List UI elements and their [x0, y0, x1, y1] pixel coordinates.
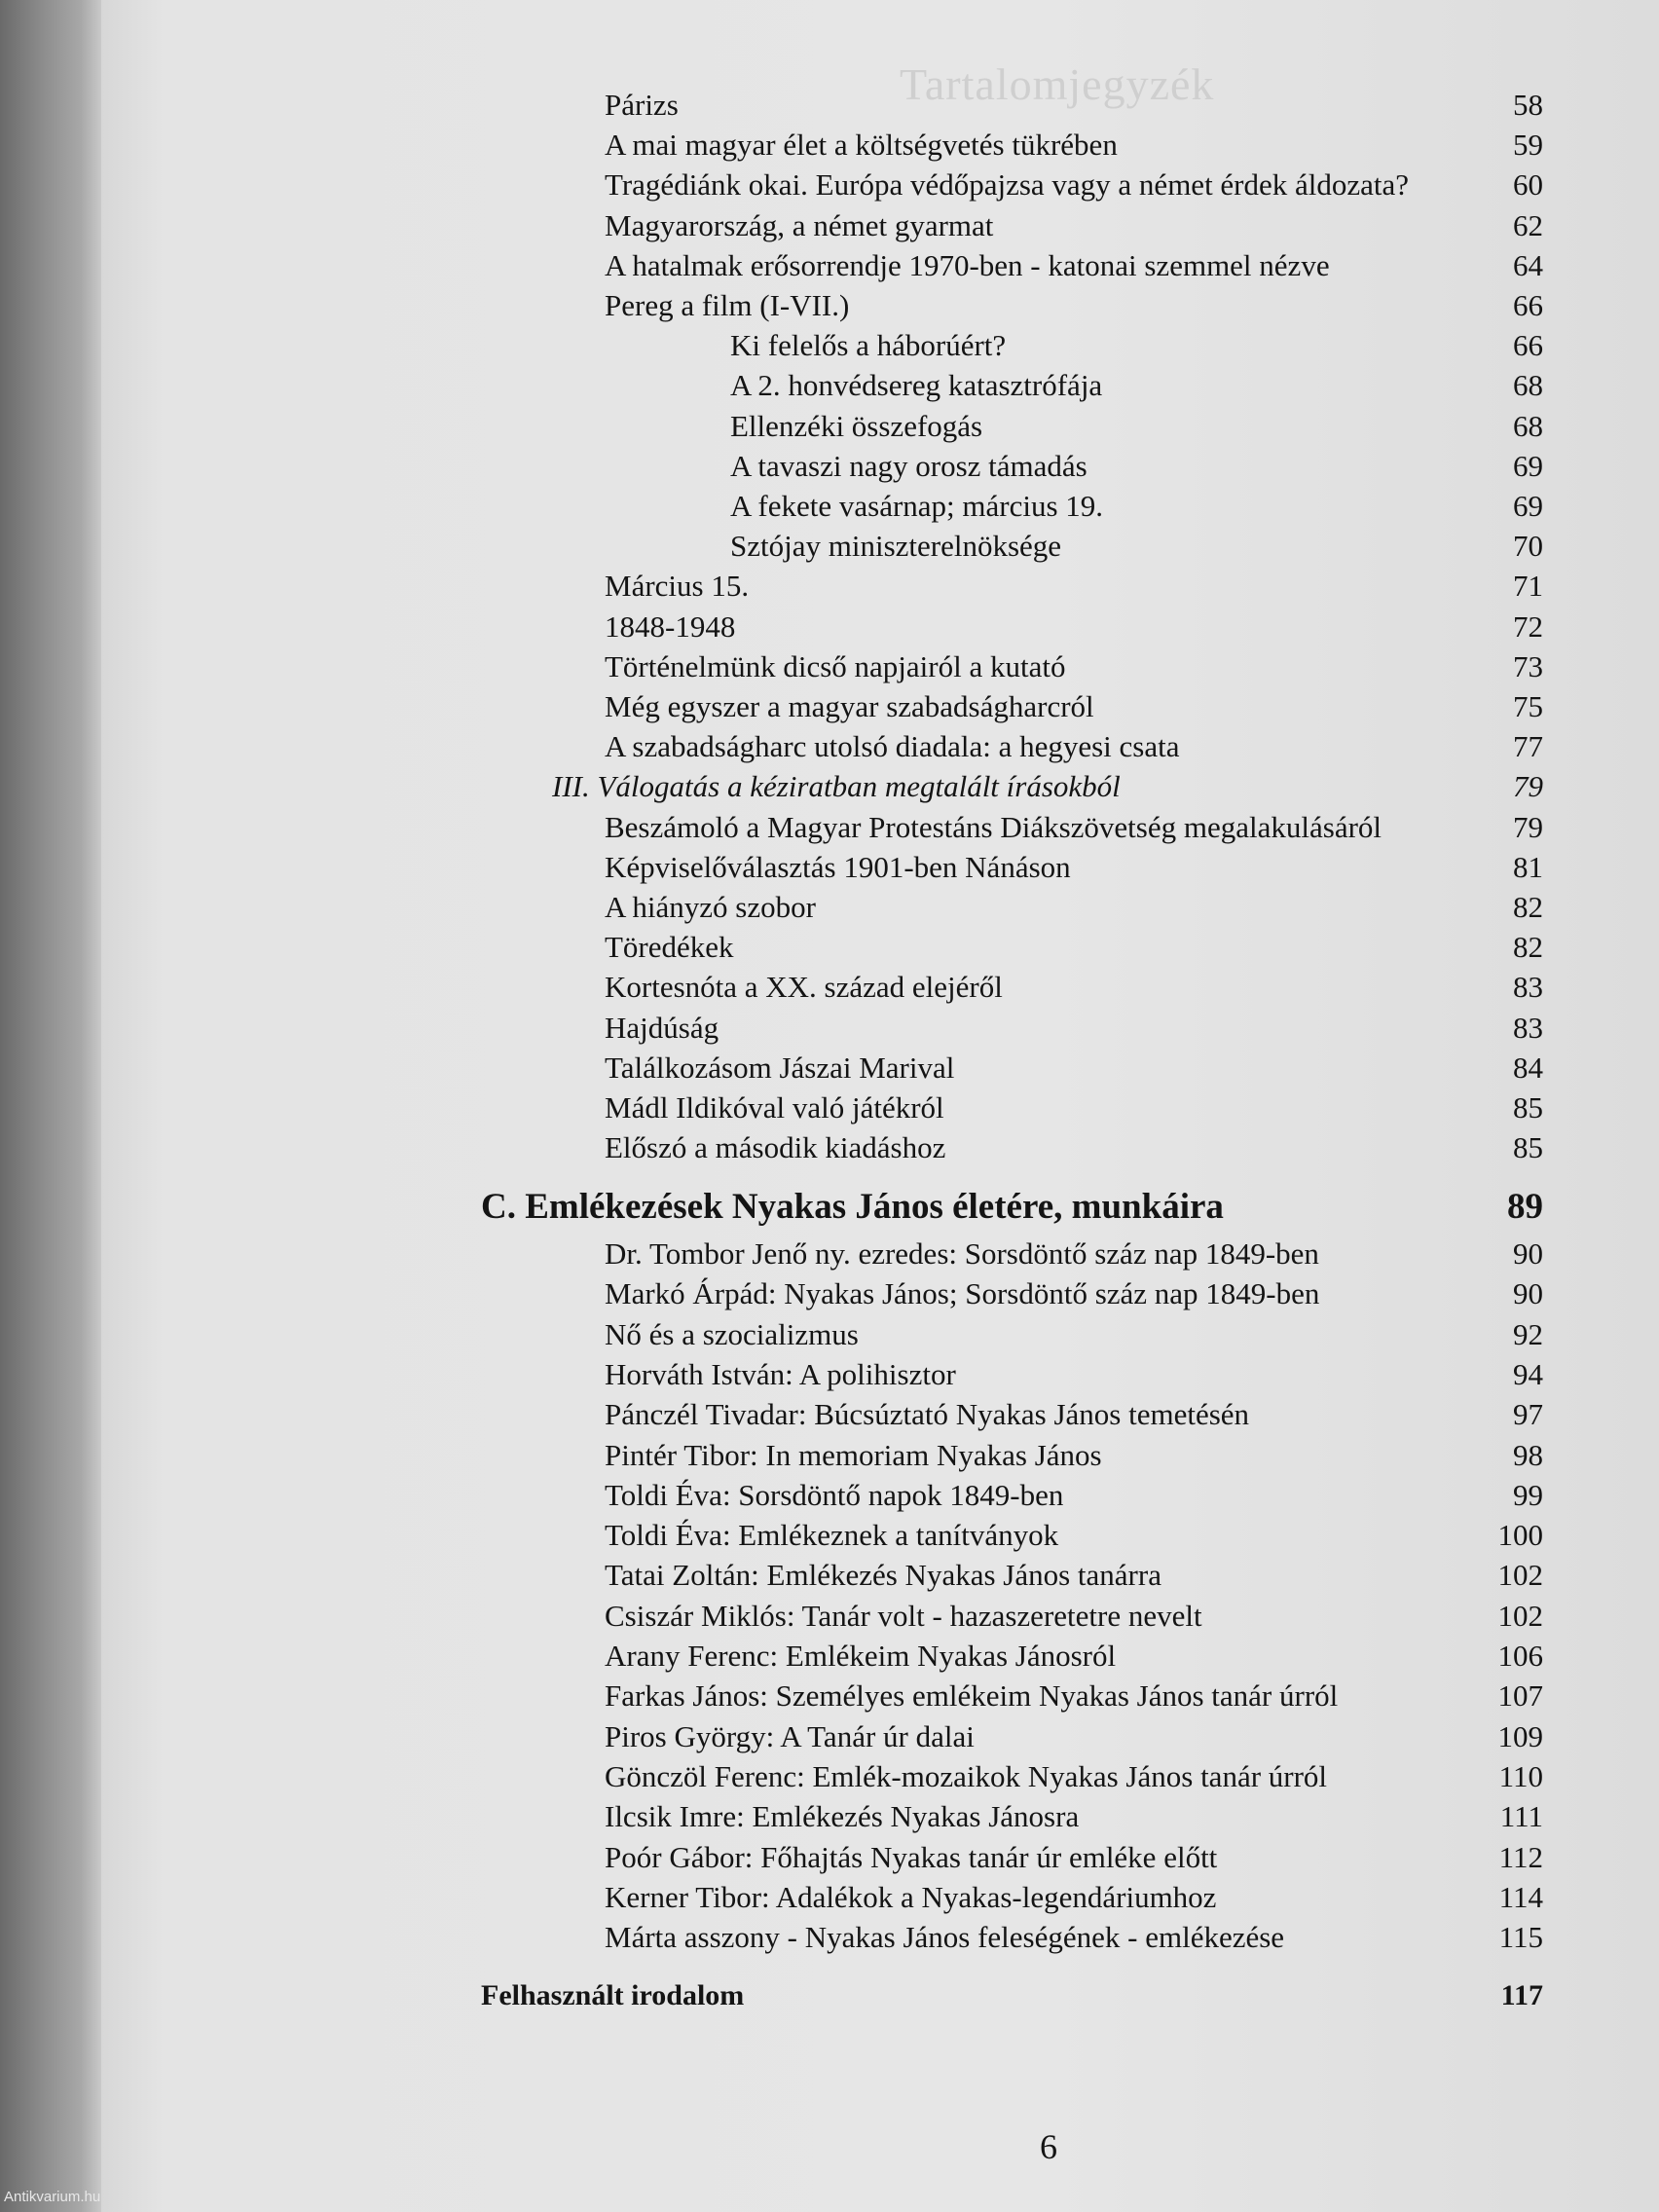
toc-entry-page: 111	[1499, 1799, 1543, 1834]
toc-entry-page: 102	[1497, 1598, 1543, 1633]
toc-entry	[101, 567, 1659, 606]
toc-entry-page: 106	[1497, 1639, 1543, 1673]
toc-entry-title: C. Emlékezések Nyakas János életére, munkáira	[481, 1187, 1224, 1227]
toc-entry	[101, 1395, 1659, 1434]
toc-entry-page: 72	[1513, 608, 1543, 644]
toc-entry-page: 107	[1497, 1678, 1543, 1714]
toc-entry-title: Farkas János: Személyes emlékeim Nyakas János tanár úrról	[605, 1678, 1339, 1714]
toc-entry-title: Magyarország, a német gyarmat	[605, 207, 994, 242]
toc-entry-page: 64	[1513, 247, 1543, 282]
toc-entry	[101, 1235, 1659, 1273]
toc-entry-page: 97	[1513, 1397, 1543, 1432]
toc-entry-page: 68	[1513, 368, 1543, 403]
toc-entry-title: Ki felelős a háborúért?	[730, 328, 1007, 363]
toc-entry-page: 81	[1513, 849, 1543, 884]
toc-entry	[101, 1355, 1659, 1394]
toc-entry-page: 94	[1513, 1356, 1543, 1391]
toc-entry-page: 75	[1513, 689, 1543, 723]
toc-entry-page: 66	[1513, 328, 1543, 363]
toc-entry	[101, 1049, 1659, 1088]
toc-entry-page: 73	[1513, 648, 1543, 683]
toc-entry-page: 90	[1513, 1236, 1543, 1271]
toc-entry-title: A tavaszi nagy orosz támadás	[730, 448, 1088, 483]
toc-entry-page: 89	[1507, 1187, 1543, 1227]
toc-entry	[101, 1717, 1659, 1756]
toc-entry-title: A 2. honvédsereg katasztrófája	[730, 368, 1103, 403]
toc-entry-page: 117	[1500, 1979, 1543, 2011]
toc-entry	[101, 1757, 1659, 1796]
toc-entry-title: Dr. Tombor Jenő ny. ezredes: Sorsdöntő száz nap 1849-ben	[605, 1236, 1319, 1271]
toc-entry	[101, 727, 1659, 766]
toc-entry	[101, 1838, 1659, 1877]
toc-entry-title: Poór Gábor: Főhajtás Nyakas tanár úr emléke előtt	[605, 1839, 1218, 1874]
toc-subentry	[101, 326, 1659, 365]
toc-entry	[101, 1878, 1659, 1917]
toc-entry	[101, 286, 1659, 325]
toc-entry	[101, 1516, 1659, 1555]
toc-entry	[101, 1918, 1659, 1957]
toc-entry	[101, 1315, 1659, 1354]
toc-entry	[101, 1637, 1659, 1676]
toc-entry-title: Pereg a film (I-VII.)	[605, 288, 850, 322]
toc-entry-page: 100	[1497, 1518, 1543, 1553]
toc-entry-title: Gönczöl Ferenc: Emlék-mozaikok Nyakas János tanár úrról	[605, 1758, 1328, 1793]
book-page	[101, 0, 1659, 2212]
toc-entry-title: Töredékek	[605, 930, 734, 965]
toc-entry-title: A hiányzó szobor	[605, 890, 816, 924]
toc-entry	[101, 1597, 1659, 1636]
toc-entry-page: 82	[1513, 930, 1543, 965]
toc-entry-title: Képviselőválasztás 1901-ben Nánáson	[605, 849, 1071, 884]
toc-entry-title: Horváth István: A polihisztor	[605, 1356, 956, 1391]
page-number: 6	[1040, 2127, 1057, 2166]
toc-entry	[101, 206, 1659, 245]
toc-entry-title: Kortesnóta a XX. század elejéről	[605, 970, 1003, 1005]
toc-entry	[101, 928, 1659, 967]
toc-entry-title: Kerner Tibor: Adalékok a Nyakas-legendáriumhoz	[605, 1879, 1217, 1914]
toc-entry-title: Markó Árpád: Nyakas János; Sorsdöntő száz nap 1849-ben	[605, 1276, 1320, 1311]
toc-entry-page: 98	[1513, 1437, 1543, 1472]
toc-entry-title: Toldi Éva: Emlékeznek a tanítványok	[605, 1518, 1059, 1553]
toc-entry	[101, 687, 1659, 726]
toc-entry-title: Csiszár Miklós: Tanár volt - hazaszeretetre nevelt	[605, 1598, 1202, 1633]
toc-entry	[101, 1009, 1659, 1048]
toc-subentry	[101, 366, 1659, 405]
toc-entry-page: 77	[1513, 729, 1543, 764]
toc-entry-page: 69	[1513, 489, 1543, 523]
toc-part-heading	[101, 1184, 1659, 1231]
toc-entry-title: Párizs	[605, 88, 679, 122]
toc-entry-title: Ellenzéki összefogás	[730, 408, 983, 443]
toc-entry	[101, 1436, 1659, 1475]
toc-entry-page: 58	[1513, 88, 1543, 122]
toc-entry	[101, 968, 1659, 1007]
toc-entry	[101, 848, 1659, 887]
toc-entry-page: 102	[1497, 1558, 1543, 1593]
toc-entry	[101, 1556, 1659, 1595]
toc-entry-title: Toldi Éva: Sorsdöntő napok 1849-ben	[605, 1477, 1064, 1512]
toc-entry-title: Nő és a szocializmus	[605, 1316, 859, 1351]
book-spine-shadow	[0, 0, 101, 2212]
toc-entry	[101, 608, 1659, 646]
bleed-through-heading: Tartalomjegyzék	[900, 59, 1215, 109]
toc-entry	[101, 1476, 1659, 1515]
toc-entry-title: A mai magyar élet a költségvetés tükrében	[605, 128, 1118, 163]
toc-subentry	[101, 407, 1659, 446]
toc-entry	[101, 1088, 1659, 1127]
toc-entry-page: 69	[1513, 448, 1543, 483]
toc-entry-title: Márta asszony - Nyakas János feleségének - emlékezése	[605, 1920, 1285, 1955]
toc-entry-page: 114	[1498, 1879, 1543, 1914]
toc-entry-title: Piros György: A Tanár úr dalai	[605, 1718, 975, 1753]
toc-entry-page: 79	[1513, 809, 1543, 844]
toc-entry-title: Tatai Zoltán: Emlékezés Nyakas János tanárra	[605, 1558, 1161, 1593]
toc-entry-title: Mádl Ildikóval való játékról	[605, 1090, 944, 1124]
toc-entry	[101, 166, 1659, 204]
toc-entry	[101, 1128, 1659, 1167]
toc-entry-page: 85	[1513, 1090, 1543, 1124]
toc-entry-title: Még egyszer a magyar szabadságharcról	[605, 689, 1094, 723]
toc-entry-title: A szabadságharc utolsó diadala: a hegyesi csata	[605, 729, 1180, 764]
toc-entry-page: 92	[1513, 1316, 1543, 1351]
toc-entry-title: A fekete vasárnap; március 19.	[730, 489, 1104, 523]
toc-entry-page: 83	[1513, 1010, 1543, 1045]
toc-entry-title: A hatalmak erősorrendje 1970-ben - katonai szemmel nézve	[605, 247, 1330, 282]
toc-entry-page: 62	[1513, 207, 1543, 242]
toc-entry-title: Arany Ferenc: Emlékeim Nyakas Jánosról	[605, 1639, 1117, 1673]
toc-entry-title: Történelmünk dicső napjairól a kutató	[605, 648, 1066, 683]
toc-entry-page: 71	[1513, 569, 1543, 604]
toc-entry-title: Felhasznált irodalom	[481, 1979, 745, 2011]
toc-entry-title: Hajdúság	[605, 1010, 719, 1045]
toc-entry-title: Találkozásom Jászai Marival	[605, 1050, 955, 1085]
toc-entry-title: Beszámoló a Magyar Protestáns Diákszövetség megalakulásáról	[605, 809, 1382, 844]
toc-entry	[101, 1797, 1659, 1836]
toc-entry-title: Előszó a második kiadáshoz	[605, 1130, 946, 1165]
toc-subentry	[101, 527, 1659, 566]
toc-entry	[101, 808, 1659, 847]
toc-entry-page: 115	[1498, 1920, 1543, 1955]
toc-bibliography	[101, 1976, 1659, 2015]
toc-entry-title: Tragédiánk okai. Európa védőpajzsa vagy a német érdek áldozata?	[605, 167, 1410, 203]
toc-entry-page: 79	[1513, 769, 1543, 804]
toc-entry	[101, 1677, 1659, 1715]
toc-entry-title: Ilcsik Imre: Emlékezés Nyakas Jánosra	[605, 1799, 1080, 1834]
toc-entry-page: 82	[1513, 890, 1543, 924]
toc-entry-page: 68	[1513, 408, 1543, 443]
toc-entry	[101, 246, 1659, 285]
toc-entry-page: 99	[1513, 1477, 1543, 1512]
toc-entry	[101, 126, 1659, 165]
toc-entry-page: 84	[1513, 1050, 1543, 1085]
toc-subentry	[101, 447, 1659, 486]
toc-entry	[101, 86, 1659, 125]
toc-entry	[101, 647, 1659, 686]
toc-entry-title: 1848-1948	[605, 608, 736, 644]
toc-entry-title: III. Válogatás a kéziratban megtalált írásokból	[552, 769, 1121, 804]
toc-section-heading	[101, 767, 1659, 806]
toc-entry	[101, 888, 1659, 927]
toc-entry-page: 85	[1513, 1130, 1543, 1165]
toc-subentry	[101, 487, 1659, 526]
toc-entry	[101, 1274, 1659, 1313]
toc-entry-title: Sztójay miniszterelnöksége	[730, 529, 1062, 564]
toc-entry-title: Pánczél Tivadar: Búcsúztató Nyakas János temetésén	[605, 1397, 1250, 1432]
toc-entry-page: 110	[1498, 1758, 1543, 1793]
toc-entry-page: 90	[1513, 1276, 1543, 1311]
toc-entry-title: Március 15.	[605, 569, 750, 604]
toc-entry-page: 70	[1513, 529, 1543, 564]
toc-entry-page: 83	[1513, 970, 1543, 1005]
toc-entry-page: 112	[1498, 1839, 1543, 1874]
toc-entry-page: 59	[1513, 128, 1543, 163]
toc-entry-page: 66	[1513, 288, 1543, 322]
toc-entry-page: 109	[1497, 1718, 1543, 1753]
watermark: Antikvarium.hu	[4, 2189, 101, 2205]
toc-entry-title: Pintér Tibor: In memoriam Nyakas János	[605, 1437, 1102, 1472]
toc-entry-page: 60	[1513, 167, 1543, 203]
